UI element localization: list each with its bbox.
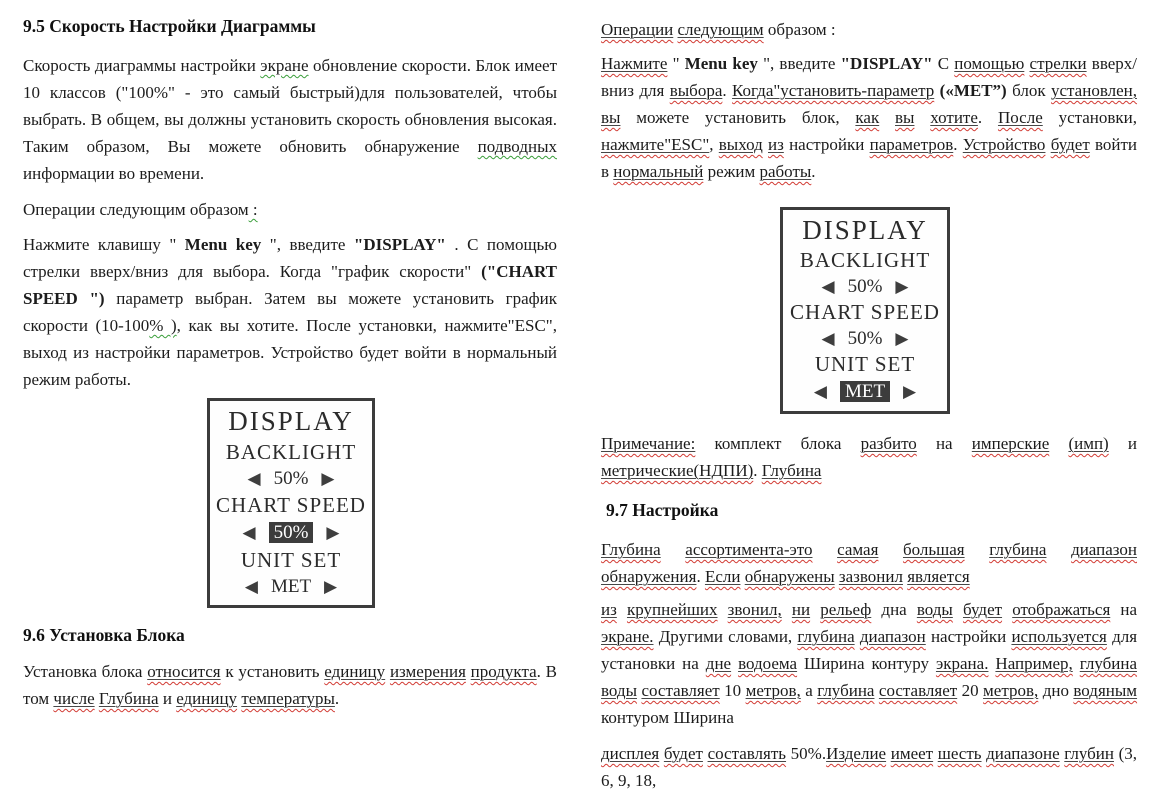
menu-value: MET: [270, 576, 312, 597]
arrow-right-icon: ▶: [326, 523, 340, 542]
text-run: [1049, 434, 1068, 453]
spellcheck-flagged-word: Глубина: [601, 540, 661, 559]
bold-term: («МЕТ”): [939, 81, 1007, 100]
paragraph-note-units: [601, 430, 1137, 484]
spellcheck-flagged-word: обнаружения: [601, 567, 697, 586]
text-run: дна: [871, 600, 917, 619]
spellcheck-flagged-word: Операции: [601, 20, 674, 39]
menu-item-label: UNIT SET: [240, 547, 342, 572]
arrow-left-icon: ◀: [813, 382, 827, 401]
menu-value-selected: 50%: [269, 522, 314, 543]
arrow-left-icon: ◀: [242, 523, 256, 542]
spellcheck-flagged-word: звонил,: [727, 600, 782, 619]
spellcheck-flagged-word: глубина: [989, 540, 1047, 559]
text-run: настройки: [783, 135, 870, 154]
text-run: блок: [1006, 81, 1051, 100]
spellcheck-flagged-word: экране.: [601, 627, 654, 646]
spellcheck-flagged-word: Примечание:: [601, 434, 696, 453]
text-run: [782, 600, 792, 619]
text-run: ": [667, 54, 685, 73]
spellcheck-flagged-word: используется: [1011, 627, 1107, 646]
left-column: [23, 0, 557, 799]
spellcheck-flagged-word: глубина: [817, 681, 875, 700]
text-run: установки,: [1042, 108, 1138, 127]
text-run: С: [932, 54, 955, 73]
text-run: .: [753, 461, 762, 480]
text-run: 20: [957, 681, 984, 700]
text-run: .: [334, 689, 340, 708]
spellcheck-flagged-word: Глубина: [98, 689, 159, 708]
text-run: Установка блока: [23, 662, 148, 681]
spellcheck-flagged-word: вы: [601, 108, 621, 127]
spellcheck-flagged-word: установлен,: [1051, 81, 1138, 100]
text-run: к установить: [220, 662, 325, 681]
text-run: информации во времени.: [23, 164, 205, 183]
spellcheck-flagged-word: глубин: [1064, 744, 1114, 763]
spellcheck-flagged-word: температуры: [241, 689, 335, 708]
arrow-left-icon: ◀: [821, 329, 835, 348]
spellcheck-flagged-word: дне: [705, 654, 732, 673]
section-heading-9-5: 9.5 Скорость Настройки Диаграммы: [23, 16, 316, 36]
spellcheck-flagged-word: из: [768, 135, 784, 154]
spellcheck-flagged-word: воды: [916, 600, 953, 619]
spellcheck-flagged-word: крупнейших: [626, 600, 718, 619]
spellcheck-flagged-word: хотите: [930, 108, 978, 127]
bold-term: ("CHART SPEED "): [23, 262, 557, 308]
spellcheck-flagged-word: подводных: [477, 137, 557, 156]
spellcheck-flagged-word: нажмите"ESC": [601, 135, 710, 154]
text-run: и: [158, 689, 177, 708]
section-heading-9-7: 9.7 Настройка: [606, 500, 719, 520]
menu-value-row: [245, 577, 337, 596]
spellcheck-flagged-word: будет: [663, 744, 703, 763]
spellcheck-flagged-word: глубина: [797, 627, 855, 646]
spellcheck-flagged-word: единицу: [324, 662, 386, 681]
spellcheck-flagged-word: глубина: [1079, 654, 1138, 673]
menu-value: 50%: [847, 276, 883, 297]
text-run: [1002, 600, 1012, 619]
spellcheck-flagged-word: Нажмите: [601, 54, 668, 73]
text-run: а: [800, 681, 818, 700]
text-run: параметр выбран. Затем вы можете установить график скорости (10-100: [23, 289, 557, 335]
spellcheck-flagged-word: ни: [791, 600, 811, 619]
arrow-left-icon: ◀: [821, 277, 835, 296]
spellcheck-flagged-word: Устройство: [962, 135, 1046, 154]
arrow-left-icon: ◀: [247, 469, 261, 488]
text-run: .: [696, 567, 705, 586]
spellcheck-flagged-word: имперские: [971, 434, 1050, 453]
text-run: , как вы хотите. После установки, нажмите"ESC", выход из настройки параметров. Устройство будет войти в нормальный режим работы.: [23, 316, 557, 389]
spellcheck-flagged-word: :: [248, 200, 258, 219]
spellcheck-flagged-word: метров,: [745, 681, 801, 700]
spellcheck-flagged-word: составлять: [707, 744, 787, 763]
text-run: ", введите: [261, 235, 354, 254]
menu-value-row: [243, 522, 340, 543]
text-run: ,: [709, 135, 719, 154]
arrow-right-icon: ▶: [324, 577, 338, 596]
spellcheck-flagged-word: вы: [895, 108, 915, 127]
spellcheck-flagged-word: дисплея: [601, 744, 660, 763]
menu-value: 50%: [273, 468, 309, 489]
spellcheck-flagged-word: разбито: [860, 434, 917, 453]
text-run: (3, 6, 9, 18,: [601, 744, 1138, 790]
text-run: настройки: [925, 627, 1012, 646]
spellcheck-flagged-word: обнаружены: [744, 567, 835, 586]
spellcheck-flagged-word: экрана.: [935, 654, 989, 673]
spellcheck-flagged-word: из: [601, 600, 617, 619]
spellcheck-flagged-word: составляет: [641, 681, 720, 700]
text-run: .: [722, 81, 733, 100]
spellcheck-flagged-word: метрические(НДПИ): [601, 461, 754, 480]
paragraph-operations-label-right: [601, 16, 1137, 43]
text-run: .: [977, 108, 998, 127]
spellcheck-flagged-word: измерения: [389, 662, 466, 681]
spellcheck-flagged-word: составляет: [878, 681, 958, 700]
menu-item-label: UNIT SET: [814, 352, 916, 376]
paragraph-operations-label-left: [23, 196, 557, 223]
menu-item-label: BACKLIGHT: [225, 439, 357, 464]
paragraph-depth-range-intro: [601, 536, 1137, 590]
text-run: [812, 540, 837, 559]
spellcheck-flagged-word: водяным: [1073, 681, 1138, 700]
spellcheck-flagged-word: После: [997, 108, 1043, 127]
paragraph-depth-range-values: [601, 740, 1137, 794]
text-run: [718, 600, 728, 619]
text-run: [617, 600, 627, 619]
spellcheck-flagged-word: Если: [704, 567, 741, 586]
text-run: [879, 108, 895, 127]
text-run: Ширина контуру: [797, 654, 936, 673]
spellcheck-flagged-word: шесть: [937, 744, 982, 763]
spellcheck-flagged-word: нормальный: [613, 162, 704, 181]
menu-item-label: CHART SPEED: [790, 300, 940, 324]
display-menu-figure-left: [207, 398, 375, 608]
text-run: .: [953, 135, 963, 154]
spellcheck-flagged-word: метров,: [983, 681, 1039, 700]
arrow-left-icon: ◀: [244, 577, 258, 596]
spellcheck-flagged-word: числе: [53, 689, 95, 708]
text-run: 10: [719, 681, 746, 700]
text-run: [1073, 654, 1080, 673]
paragraph-unit-set-steps: [601, 50, 1137, 185]
text-run: Скорость диаграммы настройки: [23, 56, 261, 75]
menu-value-row: [822, 277, 909, 296]
spellcheck-flagged-word: следующим: [677, 20, 764, 39]
spellcheck-flagged-word: диапазон: [1071, 540, 1137, 559]
spellcheck-flagged-word: ассортимента-это: [685, 540, 813, 559]
spellcheck-flagged-word: самая: [837, 540, 879, 559]
bold-term: "DISPLAY": [353, 235, 446, 254]
menu-item-label: CHART SPEED: [216, 492, 366, 517]
spellcheck-flagged-word: Глубина: [761, 461, 822, 480]
spellcheck-flagged-word: Изделие: [826, 744, 887, 763]
spellcheck-flagged-word: является: [907, 567, 970, 586]
arrow-right-icon: ▶: [321, 469, 335, 488]
menu-title: DISPLAY: [228, 406, 354, 436]
spellcheck-flagged-word: выбора: [669, 81, 723, 100]
spellcheck-flagged-word: имеет: [890, 744, 934, 763]
text-run: можете установить блок,: [620, 108, 856, 127]
menu-value: 50%: [847, 328, 883, 349]
paragraph-chart-speed-intro: [23, 52, 557, 187]
spellcheck-flagged-word: (имп): [1068, 434, 1109, 453]
text-run: [953, 600, 963, 619]
text-run: ", введите: [757, 54, 841, 73]
text-run: . В том: [23, 662, 558, 708]
text-run: обновление скорости. Блок имеет 10 классов ("100%" - это самый быстрый)для пользователей, чтобы выбрать. В общем, вы должны установить скорость обновления высокая. Таким образом, Вы можете обновить обнаружение: [23, 56, 557, 156]
spellcheck-flagged-word: выход: [718, 135, 763, 154]
spellcheck-flagged-word: большая: [902, 540, 965, 559]
arrow-right-icon: ▶: [895, 277, 909, 296]
spellcheck-flagged-word: Когда"установить-параметр: [732, 81, 935, 100]
text-run: вверх/вниз для: [601, 54, 1138, 100]
text-run: образом :: [763, 20, 836, 39]
text-run: 50%.: [786, 744, 827, 763]
spellcheck-flagged-word: единицу: [176, 689, 238, 708]
menu-title: DISPLAY: [802, 215, 928, 245]
text-run: [965, 540, 990, 559]
text-run: Другими словами,: [653, 627, 798, 646]
menu-item-label: BACKLIGHT: [799, 248, 931, 272]
bold-term: Menu key: [184, 235, 262, 254]
text-run: для установки на: [601, 627, 1138, 673]
text-run: [914, 108, 930, 127]
paragraph-unit-set-intro: [23, 658, 557, 712]
section-heading-9-6: 9.6 Установка Блока: [23, 625, 185, 645]
text-run: на: [1110, 600, 1138, 619]
spellcheck-flagged-word: относится: [147, 662, 221, 681]
spellcheck-flagged-word: отображаться: [1012, 600, 1111, 619]
text-run: .: [811, 162, 816, 181]
text-run: Операции следующим образом: [23, 200, 249, 219]
text-run: на: [916, 434, 972, 453]
spellcheck-flagged-word: как: [855, 108, 880, 127]
spellcheck-flagged-word: % ): [149, 316, 177, 335]
display-menu-figure-right: [780, 207, 950, 414]
text-run: и: [1108, 434, 1137, 453]
spellcheck-flagged-word: диапазон: [859, 627, 926, 646]
bold-term: Menu key: [684, 54, 758, 73]
spellcheck-flagged-word: параметров: [869, 135, 954, 154]
menu-value-row: [822, 329, 909, 348]
paragraph-chart-speed-steps: [23, 231, 557, 393]
spellcheck-flagged-word: экране: [260, 56, 309, 75]
menu-value-selected: MET: [840, 381, 890, 402]
spellcheck-flagged-word: стрелки: [1029, 54, 1087, 73]
text-run: Нажмите клавишу ": [23, 235, 185, 254]
spellcheck-flagged-word: диапазоне: [986, 744, 1060, 763]
text-run: [810, 600, 820, 619]
spellcheck-flagged-word: зазвонил: [838, 567, 903, 586]
spellcheck-flagged-word: помощью: [954, 54, 1025, 73]
spellcheck-flagged-word: будет: [1050, 135, 1090, 154]
text-run: режим: [703, 162, 760, 181]
text-run: . С помощью стрелки вверх/вниз для выбора. Когда "график скорости": [23, 235, 557, 281]
spellcheck-flagged-word: продукта: [470, 662, 537, 681]
arrow-right-icon: ▶: [903, 382, 917, 401]
paragraph-depth-range-detail: [601, 596, 1137, 731]
spellcheck-flagged-word: Например,: [995, 654, 1073, 673]
menu-value-row: [814, 381, 916, 402]
right-column: [601, 0, 1137, 799]
spellcheck-flagged-word: будет: [962, 600, 1003, 619]
spellcheck-flagged-word: водоема: [738, 654, 798, 673]
text-run: войти в: [601, 135, 1138, 181]
bold-term: "DISPLAY": [840, 54, 933, 73]
spellcheck-flagged-word: рельеф: [820, 600, 872, 619]
spellcheck-flagged-word: работы: [759, 162, 812, 181]
menu-value-row: [248, 469, 335, 488]
text-run: комплект блока: [695, 434, 861, 453]
text-run: [1046, 540, 1071, 559]
text-run: контуром Ширина: [601, 708, 734, 727]
arrow-right-icon: ▶: [895, 329, 909, 348]
spellcheck-flagged-word: воды: [601, 681, 637, 700]
text-run: [661, 540, 686, 559]
text-run: дно: [1038, 681, 1074, 700]
text-run: [878, 540, 903, 559]
